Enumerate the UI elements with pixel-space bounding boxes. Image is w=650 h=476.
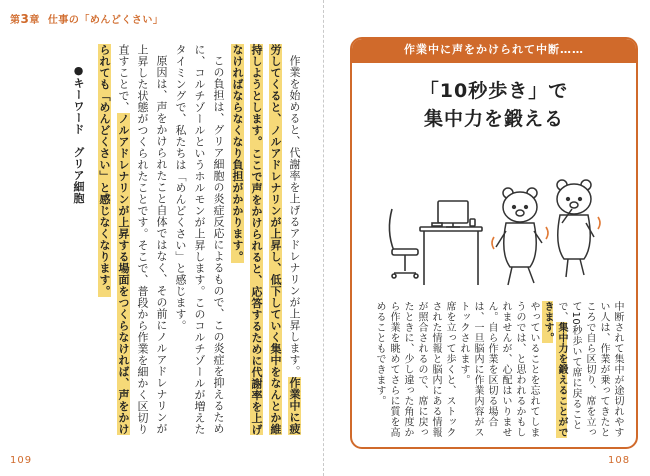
body-text: 中断されて集中が途切れやすい人は、作業が乗ってきたところで自ら区切り、席を立って10秒歩いて席に戻ることで、 xyxy=(556,301,623,438)
highlighted-text: ここで声をかけられると、応答するために代謝率を上げなければならなくなり負担がかかります。 xyxy=(231,44,263,435)
desk-icon xyxy=(420,201,482,285)
body-text: 原因は、声をかけられたこと自体ではなく、その前にノルアドレナリンが上昇した状態がつくられたことです。そこで、普段から作業を細かく区切り直すことで、 xyxy=(117,44,168,435)
page-gutter xyxy=(323,0,324,476)
tip-box-title: 作業中に声をかけられて中断…… xyxy=(350,37,638,63)
tip-headline xyxy=(352,77,636,133)
keyword-label: ●キーワード xyxy=(72,64,85,135)
left-paragraph xyxy=(228,44,304,440)
page-number-right: 108 xyxy=(608,455,631,466)
highlighted-text: 作業中に疲労してくると、ノルアドレナリンが上昇し、低下していく集中をなんとか維持しようとします。 xyxy=(250,44,301,435)
chapter-suffix: 章 xyxy=(29,15,40,26)
left-paragraph xyxy=(95,44,171,440)
highlighted-text: 集中力を鍛えることができます。 xyxy=(542,301,567,438)
chapter-header xyxy=(10,11,163,27)
walking-bear-icon xyxy=(496,188,542,285)
body-text: 作業を始めると、代謝率を上げるアドレナリンが上昇します。 xyxy=(288,55,301,377)
tip-body-text xyxy=(376,301,624,441)
chapter-title: 仕事の「めんどくさい」 xyxy=(47,15,164,26)
chapter-prefix: 第 xyxy=(10,15,21,26)
chapter-number: 3 xyxy=(20,12,30,26)
body-text: 席を立って歩くと、ストックされた情報と脳内にある情報が照合されるので、席に戻ったときに、少し違った角度から作業を眺めてさらに質を高めることもできます。 xyxy=(374,301,455,438)
desk-and-bears-illustration xyxy=(372,167,618,317)
office-chair-icon xyxy=(389,209,418,278)
tip-box xyxy=(350,37,638,449)
keyword-block xyxy=(18,64,88,454)
thinking-bear-icon xyxy=(557,180,594,277)
body-text: やっていることを忘れてしまうのでは、と思われるかもしれませんが、心配はいりません。自ら作業を区切る場合は、一旦脳内に作業内容がストックされます。 xyxy=(458,301,539,438)
page-number-left: 109 xyxy=(10,455,33,466)
left-body-text xyxy=(98,44,304,440)
left-paragraph xyxy=(171,44,228,440)
tip-headline-line2: 集中力を鍛える xyxy=(423,108,564,130)
keyword-value: グリア細胞 xyxy=(72,146,85,204)
body-text: この負担は、グリア細胞の炎症反応によるもので、この炎症を抑えるために、コルチゾールというホルモンが上昇します。このコルチゾールが増えたタイミングで、私たちは「めんどくさい」と感じます。 xyxy=(174,44,225,435)
tip-headline-line1: 「10秒歩き」で xyxy=(419,80,569,102)
highlighted-text: ノルアドレナリンが上昇する場面をつくらなければ、声をかけられても「めんどくさい」と感じなくなります。 xyxy=(98,44,130,435)
